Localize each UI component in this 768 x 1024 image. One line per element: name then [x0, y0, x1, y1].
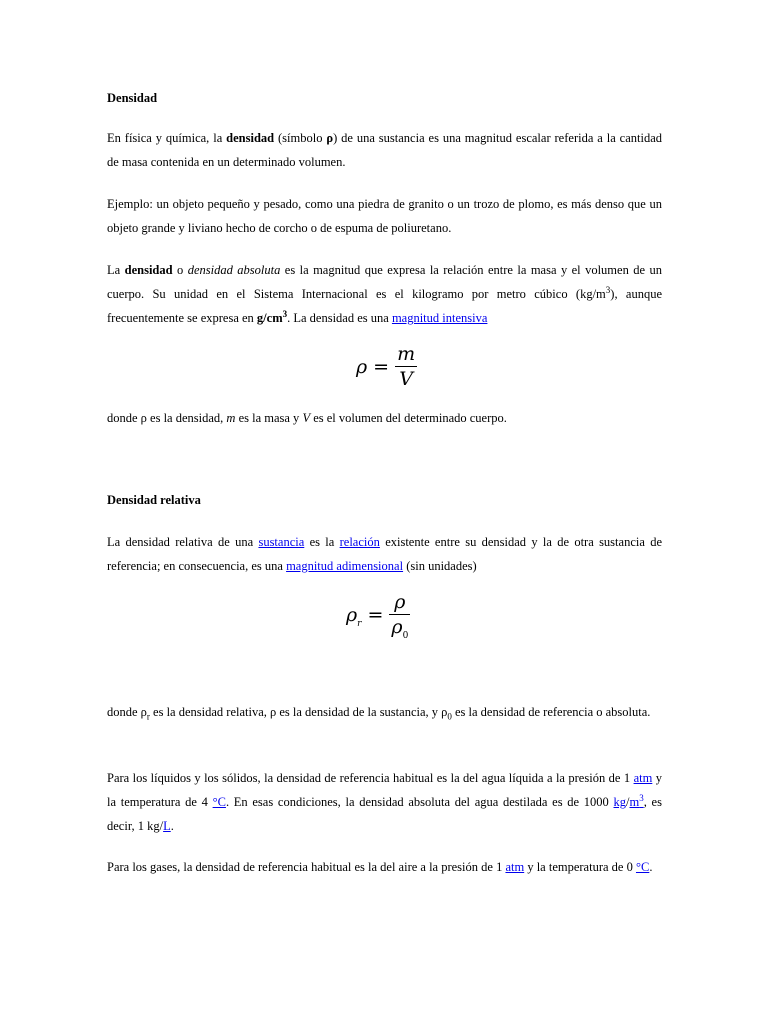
text: es la densidad de referencia o absoluta.: [451, 705, 651, 719]
formula-denominator: V: [399, 368, 413, 390]
section-title-densidad-relativa: Densidad relativa: [107, 493, 201, 507]
formula-numerator: m: [397, 343, 416, 365]
paragraph-relative-where: [107, 700, 662, 724]
text: Para los líquidos y los sólidos, la densidad de referencia habitual es la del agua líquida a la presión de 1: [107, 771, 634, 785]
text: (sin unidades): [403, 559, 477, 573]
link-celsius[interactable]: °C: [212, 795, 226, 809]
text: ) de una sustancia es una magnitud escalar referida a la cantidad de masa contenida en un determinado volumen.: [107, 131, 662, 169]
text: y la temperatura de 0: [524, 860, 636, 874]
text: Para los gases, la densidad de referencia habitual es la del aire a la presión de 1: [107, 860, 506, 874]
text: . La densidad es una: [287, 311, 392, 325]
text: es la: [304, 535, 340, 549]
paragraph-where: [107, 406, 662, 430]
italic-term: densidad absoluta: [187, 263, 281, 277]
text: es la masa y: [235, 411, 303, 425]
paragraph-gases: [107, 855, 662, 879]
paragraph-absolute-density: [107, 258, 662, 330]
subscript: r: [146, 711, 150, 722]
formula-numerator: ρ: [389, 590, 410, 615]
text: y la temperatura de 4: [107, 771, 662, 809]
symbol-rho: ρ: [326, 131, 334, 145]
paragraph-example: Ejemplo: un objeto pequeño y pesado, como una piedra de granito o un trozo de plomo, es más denso que un objeto grande y liviano hecho de corcho o de espuma de poliuretano.: [107, 197, 662, 235]
text: es el volumen del determinado cuerpo.: [310, 411, 507, 425]
text: o: [172, 263, 188, 277]
bold-term-densidad: densidad: [124, 263, 173, 277]
formula-density: [356, 342, 417, 391]
text: ρ: [391, 616, 403, 638]
section-title-densidad: Densidad: [107, 91, 158, 105]
text: /: [626, 795, 630, 809]
formula-relative-density: [346, 590, 410, 639]
formula-equals: =: [367, 603, 384, 626]
link-litre[interactable]: L: [163, 819, 171, 833]
subscript: 0: [447, 711, 452, 722]
formula-lhs: [346, 603, 362, 629]
text: , es decir, 1 kg/: [107, 795, 662, 833]
text: En física y química, la: [107, 131, 227, 145]
formula-lhs: ρ: [356, 355, 368, 378]
subscript: 0: [402, 630, 409, 641]
text: La densidad relativa de una: [107, 535, 259, 549]
link-sustancia[interactable]: sustancia: [258, 535, 305, 549]
italic-var: V: [302, 411, 311, 425]
text: g/cm: [256, 311, 283, 325]
link-atm[interactable]: atm: [633, 771, 653, 785]
link-magnitud-adimensional[interactable]: magnitud adimensional: [286, 559, 404, 573]
link-atm[interactable]: atm: [505, 860, 525, 874]
link-m3[interactable]: [629, 792, 644, 809]
formula-equals: =: [373, 355, 390, 378]
bold-unit: [256, 308, 288, 325]
text: (símbolo: [274, 131, 327, 145]
formula-denominator: [389, 615, 410, 639]
text: m: [629, 795, 640, 809]
formula-fraction: [395, 342, 417, 391]
link-magnitud-intensiva[interactable]: magnitud intensiva: [391, 311, 488, 325]
text: .: [649, 860, 653, 874]
text: La: [107, 263, 125, 277]
text: existente entre su densidad y la de otra sustancia de referencia; en consecuencia, es una: [107, 535, 662, 573]
superscript: 3: [639, 792, 644, 803]
superscript: 3: [282, 308, 288, 319]
formula-fraction: [389, 590, 410, 639]
bold-term-densidad: densidad: [226, 131, 275, 145]
text: .: [170, 819, 174, 833]
italic-var: m: [226, 411, 236, 425]
paragraph-definition: [107, 126, 662, 174]
text: es la magnitud que expresa la relación entre la masa y el volumen de un cuerpo. Su unidad en el Sistema Internacional es el kilogramo por metro cúbico (kg/m: [107, 263, 662, 301]
link-relacion[interactable]: relación: [339, 535, 380, 549]
text: donde ρ: [107, 705, 147, 719]
link-kg[interactable]: kg: [613, 795, 626, 809]
text: ρ: [346, 603, 358, 626]
paragraph-liquids-solids: [107, 766, 662, 838]
subscript: r: [357, 618, 362, 629]
link-celsius[interactable]: °C: [635, 860, 650, 874]
paragraph-relative-definition: [107, 530, 662, 578]
text: . En esas condiciones, la densidad absoluta del agua destilada es de 1000: [225, 795, 614, 809]
text: ), aunque frecuentemente se expresa en: [107, 287, 662, 325]
superscript: 3: [605, 284, 611, 295]
text: donde ρ es la densidad,: [107, 411, 227, 425]
text: es la densidad relativa, ρ es la densidad de la sustancia, y ρ: [149, 705, 448, 719]
